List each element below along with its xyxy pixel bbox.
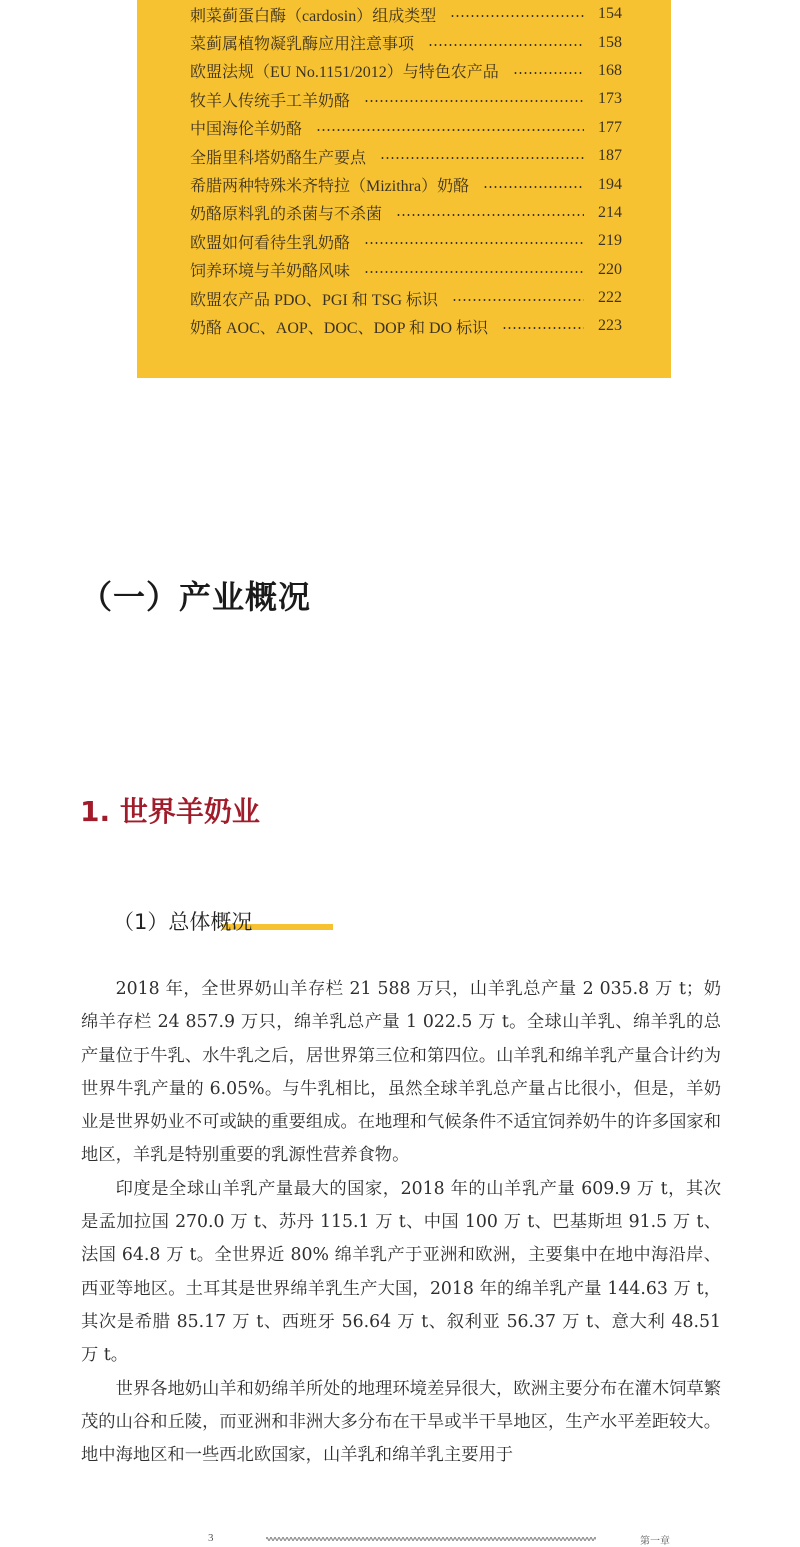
toc-entry-title: 奶酪 AOC、AOP、DOC、DOP 和 DO 标识 <box>190 319 489 337</box>
toc-leader-dots <box>428 44 584 46</box>
toc-entry-page: 219 <box>598 232 622 250</box>
toc-entry[interactable] <box>190 85 622 113</box>
toc-entry-page: 194 <box>598 175 622 193</box>
toc-leader-dots <box>513 72 584 74</box>
toc-entry[interactable] <box>190 57 622 85</box>
toc-entry[interactable] <box>190 199 622 227</box>
toc-leader-dots <box>483 186 584 188</box>
toc-entry-page: 173 <box>598 90 622 108</box>
toc-entry[interactable] <box>190 227 622 255</box>
toc-leader-dots <box>396 214 584 216</box>
chapter-label: 第一章 <box>640 1536 670 1547</box>
toc-entry[interactable] <box>190 114 622 142</box>
section-heading: （一）产业概况 <box>80 578 312 616</box>
toc-leader-dots <box>364 242 584 244</box>
toc-entry-title: 希腊两种特殊米齐特拉（Mizithra）奶酪 <box>190 178 470 196</box>
toc-entry-page: 177 <box>598 118 622 136</box>
subsubsection-heading: （1）总体概况 <box>113 910 253 934</box>
toc-entry-page: 223 <box>598 317 622 335</box>
toc-entry-page: 187 <box>598 147 622 165</box>
toc-entry[interactable] <box>190 170 622 198</box>
toc-entry-page: 154 <box>598 5 622 23</box>
toc-entry-title: 全脂里科塔奶酪生产要点 <box>190 149 367 167</box>
toc-entry[interactable] <box>190 284 622 312</box>
toc-entry[interactable] <box>190 28 622 56</box>
toc-entry-title: 欧盟农产品 PDO、PGI 和 TSG 标识 <box>190 291 439 309</box>
toc-box <box>137 0 671 378</box>
toc-entry-title: 菜蓟属植物凝乳酶应用注意事项 <box>190 36 415 54</box>
footer-wave-ornament <box>266 1535 596 1543</box>
toc-leader-dots <box>450 15 584 17</box>
toc-entry-title: 牧羊人传统手工羊奶酪 <box>190 92 351 110</box>
paragraph: 印度是全球山羊乳产量最大的国家，2018 年的山羊乳产量 609.9 万 t，其次是孟加拉国 270.0 万 t、苏丹 115.1 万 t、中国 100 万 t、巴基斯坦 91.5 万 t、法国 64.8 万 t。全世界近 80% 绵羊乳产于亚洲和欧洲，主要集中在地中海沿岸、西亚等地区。土耳其是世界绵羊乳生产大国，2018 年的绵羊乳产量 144.63 万 t，其次是希腊 85.17 万 t、西班牙 56.64 万 t、叙利亚 56.37 万 t、意大利 48.51 万 t。 <box>81 1178 721 1366</box>
toc-leader-dots <box>364 271 584 273</box>
paragraph: 世界各地奶山羊和奶绵羊所处的地理环境差异很大，欧洲主要分布在灌木饲草繁茂的山谷和丘陵，而亚洲和非洲大多分布在干旱或半干旱地区，生产水平差距较大。地中海地区和一些西北欧国家，山羊乳和绵羊乳主要用于 <box>81 1378 721 1466</box>
body-text <box>81 973 721 1472</box>
toc-entry[interactable] <box>190 0 622 28</box>
page-footer <box>0 1532 800 1546</box>
toc-entry[interactable] <box>190 142 622 170</box>
subsection-heading: 1. 世界羊奶业 <box>80 795 260 828</box>
toc-entry-page: 214 <box>598 203 622 221</box>
toc-entry-title: 奶酪原料乳的杀菌与不杀菌 <box>190 206 383 224</box>
toc-entry[interactable] <box>190 256 622 284</box>
toc-leader-dots <box>502 327 584 329</box>
toc-entry-page: 220 <box>598 260 622 278</box>
toc-list <box>190 0 622 341</box>
toc-entry-title: 刺菜蓟蛋白酶（cardosin）组成类型 <box>190 7 437 25</box>
toc-entry-title: 欧盟法规（EU No.1151/2012）与特色农产品 <box>190 64 499 82</box>
page-number: 3 <box>208 1532 214 1544</box>
toc-entry-title: 欧盟如何看待生乳奶酪 <box>190 234 351 252</box>
toc-leader-dots <box>452 299 584 301</box>
toc-entry-page: 158 <box>598 33 622 51</box>
toc-entry-page: 222 <box>598 289 622 307</box>
toc-entry-title: 饲养环境与羊奶酪风味 <box>190 263 351 281</box>
toc-leader-dots <box>364 100 584 102</box>
toc-leader-dots <box>316 129 584 131</box>
toc-entry[interactable] <box>190 312 622 340</box>
toc-leader-dots <box>380 157 584 159</box>
paragraph: 2018 年，全世界奶山羊存栏 21 588 万只，山羊乳总产量 2 035.8 万 t；奶绵羊存栏 24 857.9 万只，绵羊乳总产量 1 022.5 万 t。全球山羊乳、绵羊乳的总产量位于牛乳、水牛乳之后，居世界第三位和第四位。山羊乳和绵羊乳产量合计约为世界牛乳产量的 6.05%。与牛乳相比，虽然全球羊乳总产量占比很小，但是，羊奶业是世界奶业不可或缺的重要组成。在地理和气候条件不适宜饲养奶牛的许多国家和地区，羊乳是特别重要的乳源性营养食物。 <box>81 979 721 1166</box>
toc-entry-page: 168 <box>598 61 622 79</box>
toc-entry-title: 中国海伦羊奶酪 <box>190 121 303 139</box>
